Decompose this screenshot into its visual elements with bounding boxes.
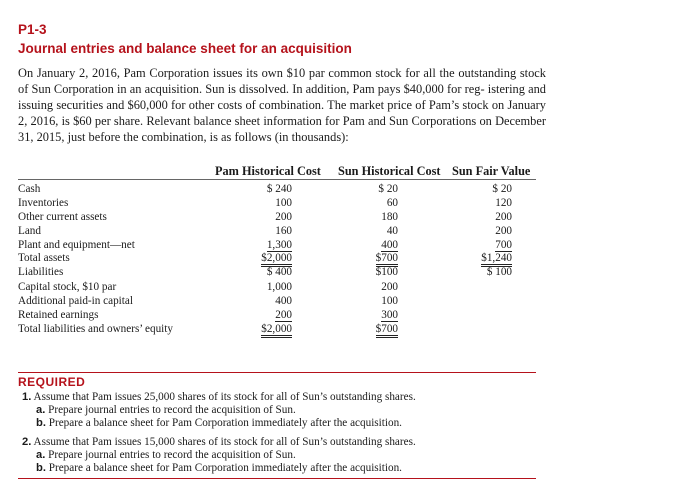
cell-sun: 180: [381, 211, 398, 223]
cell-sun: 200: [381, 281, 398, 293]
row-label-total-assets: Total assets: [18, 252, 70, 264]
row-label-land: Land: [18, 225, 41, 237]
cell-pam: $ 240: [266, 183, 292, 195]
cell-sun: 60: [386, 197, 398, 209]
cell-sun: 40: [386, 225, 398, 237]
table-header-rule: [18, 179, 536, 180]
question-1a-text: Prepare journal entries to record the acquisition of Sun.: [48, 404, 296, 416]
cell-sun: 400: [381, 239, 398, 251]
intro-line: Corporations on December 31, 2015, just before the combination, is as follows (in thousands):: [18, 114, 546, 144]
row-label-capital-stock: Capital stock, $10 par: [18, 281, 117, 293]
cell-fv: $ 20: [492, 183, 512, 195]
cell-fv: $1,240: [481, 252, 512, 267]
question-2b: [36, 462, 402, 474]
cell-pam: 200: [275, 211, 292, 223]
question-2a: [36, 449, 296, 461]
cell-pam: 160: [275, 225, 292, 237]
problem-title: Journal entries and balance sheet for an acquisition: [18, 41, 352, 56]
cell-sun: 300: [381, 309, 398, 321]
question-1b: [36, 417, 402, 429]
cell-fv: $ 100: [486, 266, 512, 278]
cell-sun: $100: [375, 266, 398, 278]
cell-pam: 100: [275, 197, 292, 209]
cell-fv: 200: [495, 225, 512, 237]
cell-pam: $ 400: [266, 266, 292, 278]
question-2: [22, 436, 416, 448]
row-label-retained-earnings: Retained earnings: [18, 309, 99, 321]
question-2b-text: Prepare a balance sheet for Pam Corporation immediately after the acquisition.: [48, 462, 402, 474]
row-label-total-liabilities-equity: Total liabilities and owners’ equity: [18, 323, 173, 335]
cell-sun: $ 20: [378, 183, 398, 195]
question-1b-letter: b.: [36, 417, 46, 429]
intro-line: stock on January 2, 2016, is $60 per share. Relevant balance sheet information for Pam and Sun: [18, 98, 546, 128]
question-1-number: 1.: [22, 391, 32, 403]
question-1: [22, 391, 416, 403]
question-2a-text: Prepare journal entries to record the acquisition of Sun.: [48, 449, 296, 461]
question-2-number: 2.: [22, 436, 32, 448]
cell-fv: 120: [495, 197, 512, 209]
header-pam-historical: Pam Historical Cost: [215, 164, 321, 178]
required-heading: REQUIRED: [18, 375, 86, 389]
question-1-text: Assume that Pam issues 25,000 shares of its stock for all of Sun’s outstanding shares.: [33, 391, 416, 403]
cell-fv: 200: [495, 211, 512, 223]
cell-pam: 400: [275, 295, 292, 307]
cell-sun: 100: [381, 295, 398, 307]
question-2-text: Assume that Pam issues 15,000 shares of its stock for all of Sun’s outstanding shares.: [33, 436, 416, 448]
intro-line: stock of Sun Corporation in an acquisition. Sun is dissolved. In addition, Pam pays $40,000 for reg-: [18, 66, 546, 96]
header-sun-historical: Sun Historical Cost: [338, 164, 441, 178]
bottom-divider: [18, 478, 536, 479]
row-label-plant-equipment: Plant and equipment—net: [18, 239, 135, 251]
cell-pam: $2,000: [261, 323, 292, 338]
cell-sun: $700: [376, 252, 398, 267]
row-label-other-current-assets: Other current assets: [18, 211, 107, 223]
problem-code: P1-3: [18, 22, 47, 37]
cell-pam: 200: [275, 309, 292, 321]
problem-intro: [18, 65, 546, 145]
question-2a-letter: a.: [36, 449, 46, 461]
question-1b-text: Prepare a balance sheet for Pam Corporation immediately after the acquisition.: [48, 417, 402, 429]
intro-line: On January 2, 2016, Pam Corporation issues its own $10 par common stock for all the outstanding: [18, 66, 517, 80]
cell-pam: $2,000: [261, 252, 292, 267]
question-1a: [36, 404, 296, 416]
intro-line: istering and issuing securities and $60,000 for other costs of combination. The market price of Pam’s: [18, 82, 546, 112]
cell-pam: 1,300: [266, 239, 292, 251]
cell-sun: $700: [376, 323, 398, 338]
cell-fv: 700: [495, 239, 512, 251]
row-label-cash: Cash: [18, 183, 41, 195]
row-label-liabilities: Liabilities: [18, 266, 64, 278]
cell-pam: 1,000: [266, 281, 292, 293]
row-label-additional-paid-in-capital: Additional paid-in capital: [18, 295, 133, 307]
question-1a-letter: a.: [36, 404, 46, 416]
row-label-inventories: Inventories: [18, 197, 69, 209]
question-2b-letter: b.: [36, 462, 46, 474]
required-divider: [18, 372, 536, 373]
header-sun-fair-value: Sun Fair Value: [452, 164, 531, 178]
